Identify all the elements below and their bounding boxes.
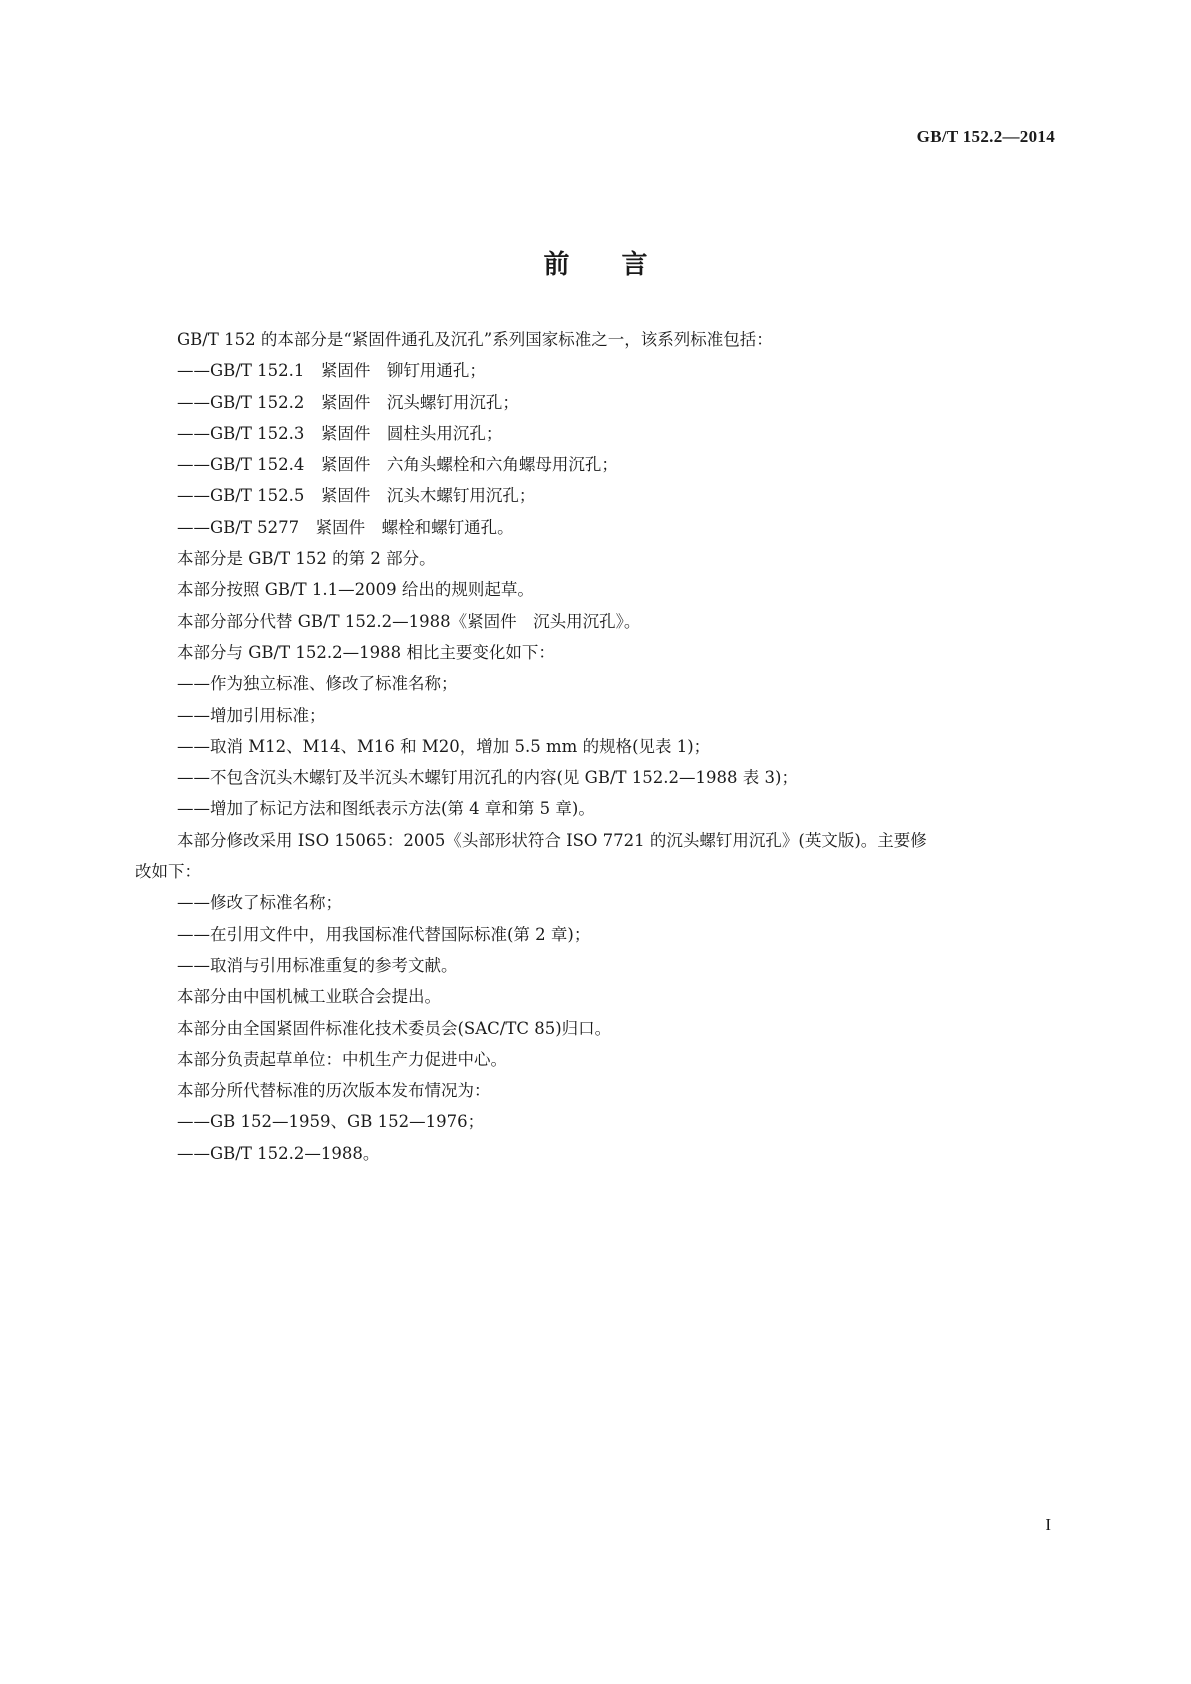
list-item: ——增加了标记方法和图纸表示方法(第 4 章和第 5 章)。 xyxy=(177,799,595,819)
page-number: I xyxy=(1045,1515,1051,1534)
standard-code: GB/T 152.2—2014 xyxy=(916,127,1055,146)
paragraph: 本部分部分代替 GB/T 152.2—1988《紧固件 沉头用沉孔》。 xyxy=(177,611,641,631)
list-item: ——GB 152—1959、GB 152—1976； xyxy=(177,1112,485,1132)
list-item: ——取消 M12、M14、M16 和 M20，增加 5.5 mm 的规格(见表 1)； xyxy=(177,736,711,756)
paragraph: 本部分由全国紧固件标准化技术委员会(SAC/TC 85)归口。 xyxy=(177,1018,612,1038)
list-item: ——作为独立标准、修改了标准名称； xyxy=(177,674,458,694)
page-title: 前言 xyxy=(543,250,700,281)
list-item: ——GB/T 152.5 紧固件 沉头木螺钉用沉孔； xyxy=(177,486,536,506)
list-item: ——GB/T 5277 紧固件 螺栓和螺钉通孔。 xyxy=(177,517,514,537)
list-item: ——增加引用标准； xyxy=(177,705,326,725)
list-item: ——取消与引用标准重复的参考文献。 xyxy=(177,955,458,975)
list-item: ——GB/T 152.1 紧固件 铆钉用通孔； xyxy=(177,361,486,381)
paragraph: 本部分所代替标准的历次版本发布情况为： xyxy=(177,1081,491,1101)
paragraph: 本部分由中国机械工业联合会提出。 xyxy=(177,987,441,1007)
paragraph-continuation: 改如下： xyxy=(135,862,201,882)
paragraph: 本部分按照 GB/T 1.1—2009 给出的规则起草。 xyxy=(177,580,534,600)
list-item: ——GB/T 152.2—1988。 xyxy=(177,1143,380,1163)
list-item: ——不包含沉头木螺钉及半沉头木螺钉用沉孔的内容(见 GB/T 152.2—1988 表 3)； xyxy=(177,768,798,788)
list-item: ——GB/T 152.2 紧固件 沉头螺钉用沉孔； xyxy=(177,392,519,412)
paragraph: 本部分是 GB/T 152 的第 2 部分。 xyxy=(177,549,436,569)
paragraph: 本部分负责起草单位：中机生产力促进中心。 xyxy=(177,1049,507,1069)
list-item: ——GB/T 152.4 紧固件 六角头螺栓和六角螺母用沉孔； xyxy=(177,455,618,475)
list-item: ——GB/T 152.3 紧固件 圆柱头用沉孔； xyxy=(177,423,503,443)
list-item: ——在引用文件中，用我国标准代替国际标准(第 2 章)； xyxy=(177,924,591,944)
paragraph: 本部分修改采用 ISO 15065：2005《头部形状符合 ISO 7721 的沉头螺钉用沉孔》(英文版)。主要修 xyxy=(177,830,927,850)
list-item: ——修改了标准名称； xyxy=(177,893,342,913)
paragraph: GB/T 152 的本部分是“紧固件通孔及沉孔”系列国家标准之一，该系列标准包括： xyxy=(177,330,773,349)
paragraph: 本部分与 GB/T 152.2—1988 相比主要变化如下： xyxy=(177,642,555,662)
document-body xyxy=(135,324,1055,1169)
